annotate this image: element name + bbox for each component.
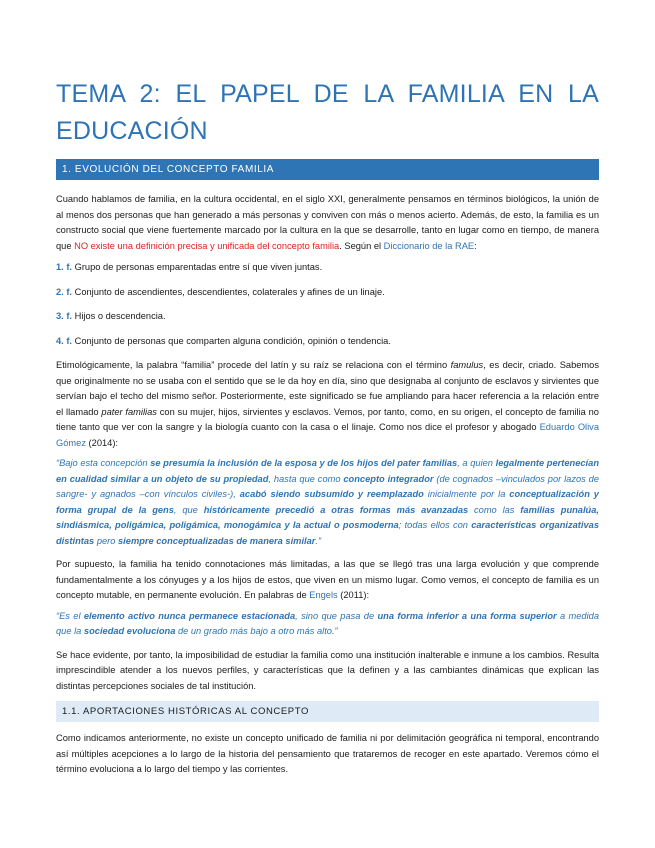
- quote-bold-segment: se presumía la inclusión de la esposa y de los hijos del pater familias: [150, 458, 458, 468]
- pater-familias-term: pater familias: [101, 406, 157, 417]
- quote-bold-segment: concepto integrador: [343, 473, 434, 484]
- quote-segment: , hasta que como: [268, 473, 344, 484]
- famulus-term: famulus: [450, 360, 484, 370]
- quote-segment: , que: [173, 504, 204, 515]
- quote-segment: “Es el: [56, 610, 84, 621]
- definition-item: [56, 260, 599, 276]
- definition-number: 4. f.: [56, 335, 73, 346]
- quote-bold-segment: acabó siendo subsumido y reemplazado: [239, 489, 424, 499]
- definition-item: [56, 309, 599, 325]
- quote-segment: a medida que la: [56, 610, 599, 636]
- author-link-oliva[interactable]: Eduardo Oliva Gómez: [56, 422, 599, 448]
- quote-bold-segment: legalmente pertenecían en cualidad similar a un objeto de su propiedad: [56, 458, 599, 484]
- quote-segment: inicialmente por la: [423, 489, 510, 499]
- quote-bold-segment: sociedad evoluciona: [83, 626, 176, 636]
- author-link-engels[interactable]: Engels: [309, 590, 338, 600]
- quote-bold-segment: familias punalúa, sindiásmica, poligámica, poligámica, monogámica y la actual o posmoderna: [56, 504, 599, 530]
- definition-text: Grupo de personas emparentadas entre sí que viven juntas.: [72, 262, 323, 272]
- definition-number: 3. f.: [56, 311, 73, 321]
- conclusion-paragraph: Se hace evidente, por tanto, la imposibilidad de estudiar la familia como una institución inalterable e inmune a los cambios. Resulta imprescindible atender a los nuevos perfiles, y características que la definen y a las cambiantes dinámicas que explican las distintas percepciones sociales de tal institución.: [56, 649, 599, 691]
- quote-bold-segment: conceptualización y forma grupal de la gens: [56, 489, 599, 515]
- intro-text-3: :: [474, 240, 477, 251]
- quote-segment: pero: [94, 535, 119, 546]
- quote-segment: .”: [315, 535, 322, 546]
- definition-number: 2. f.: [56, 286, 73, 297]
- quote-oliva: [56, 456, 599, 549]
- definition-item: [56, 334, 599, 350]
- definition-number: 1. f.: [56, 262, 73, 272]
- intro-text-2: . Según el: [339, 240, 384, 251]
- definition-text: Conjunto de ascendientes, descendientes, colaterales y afines de un linaje.: [72, 286, 385, 297]
- highlight-no-definition: NO existe una definición precisa y unificada del concepto familia: [74, 240, 340, 251]
- quote-segment: “Bajo esta concepción: [56, 458, 151, 468]
- quote-segment: (de cognados –vinculados por lazos de sangre- y agnados –con vínculos civiles-),: [56, 473, 599, 499]
- quote-segment: como las: [468, 504, 521, 515]
- quote-bold-segment: históricamente precedió a otras formas más avanzadas: [203, 504, 469, 515]
- etymology-text-2: , es decir, criado. Sabemos que originalmente no se usaba con el sentido que se le da hoy en día, sino que designaba al conjunto de esclavos y sirvientes que servían bajo el techo del mismo señor. Posteriormente, este significado se fue ampliando para hacer referencia a la relación entre el llamado: [56, 360, 599, 417]
- quote-bold-segment: características organizativas distintas: [56, 520, 599, 546]
- intro-text: Cuando hablamos de familia, en la cultura occidental, en el siglo XXI, generalmente pensamos en términos biológicos, la unión de al menos dos personas que han generado a más personas y conviven con más o menos acierto. Además, de esto, la familia es un constructo social que viene fuertemente marcado por la cultura en la que se desarrolle, tanto en lugar como en tiempo, de manera que: [56, 194, 599, 251]
- definition-item: [56, 285, 599, 301]
- quote-bold-segment: una forma inferior a una forma superior: [377, 610, 557, 621]
- etymology-paragraph: [56, 358, 599, 451]
- quote-engels: [56, 609, 599, 640]
- quote-segment: de un grado más bajo a otro más alto.”: [175, 626, 338, 636]
- intro-paragraph: [56, 192, 599, 254]
- section-heading-1-1: 1.1. APORTACIONES HISTÓRICAS AL CONCEPTO: [56, 701, 599, 722]
- quote-bold-segment: elemento activo nunca permanece estacionada: [83, 610, 296, 621]
- quote-segment: , a quien: [457, 458, 496, 468]
- etymology-text-4: (2014):: [85, 437, 119, 448]
- definition-text: Conjunto de personas que comparten alguna condición, opinión o tendencia.: [72, 335, 391, 346]
- evolution-paragraph: [56, 557, 599, 604]
- quote-segment: ; todas ellos con: [398, 520, 472, 530]
- etymology-text-3: con su mujer, hijos, sirvientes y esclavos. Vemos, por tanto, como, en su origen, el concepto de familia no tiene tanto que ver con la sangre y la biología cuanto con la casa o el linaje. Como nos dice el profesor y abogado: [56, 406, 599, 432]
- evolution-text: Por supuesto, la familia ha tenido connotaciones más limitadas, a las que se llegó tras una larga evolución y que comprende fundamentalmente a los cónyuges y a los hijos de estos, que viven en un mismo lugar. Como vemos, el concepto de familia es un concepto mutable, en permanente evolución. En palabras de: [56, 559, 599, 600]
- quote-bold-segment: siempre conceptualizadas de manera similar: [118, 535, 316, 546]
- section-heading-1: 1. EVOLUCIÓN DEL CONCEPTO FAMILIA: [56, 159, 599, 180]
- page-title: TEMA 2: EL PAPEL DE LA FAMILIA EN LA EDUCACIÓN: [56, 80, 599, 145]
- quote-segment: , sino que pasa de: [295, 610, 378, 621]
- rae-dictionary-link[interactable]: Diccionario de la RAE: [383, 240, 475, 251]
- definition-text: Hijos o descendencia.: [72, 311, 166, 321]
- evolution-text-2: (2011):: [337, 590, 370, 600]
- etymology-text: Etimológicamente, la palabra “familia” procede del latín y su raíz se relaciona con el término: [56, 360, 451, 370]
- historical-intro-paragraph: Como indicamos anteriormente, no existe un concepto unificado de familia ni por delimitación geográfica ni temporal, encontrando así múltiples acepciones a lo largo de la historia del pensamiento que trataremos de recoger en este apartado. Veremos cómo el término evoluciona a lo largo del tiempo y las corrientes.: [56, 733, 599, 774]
